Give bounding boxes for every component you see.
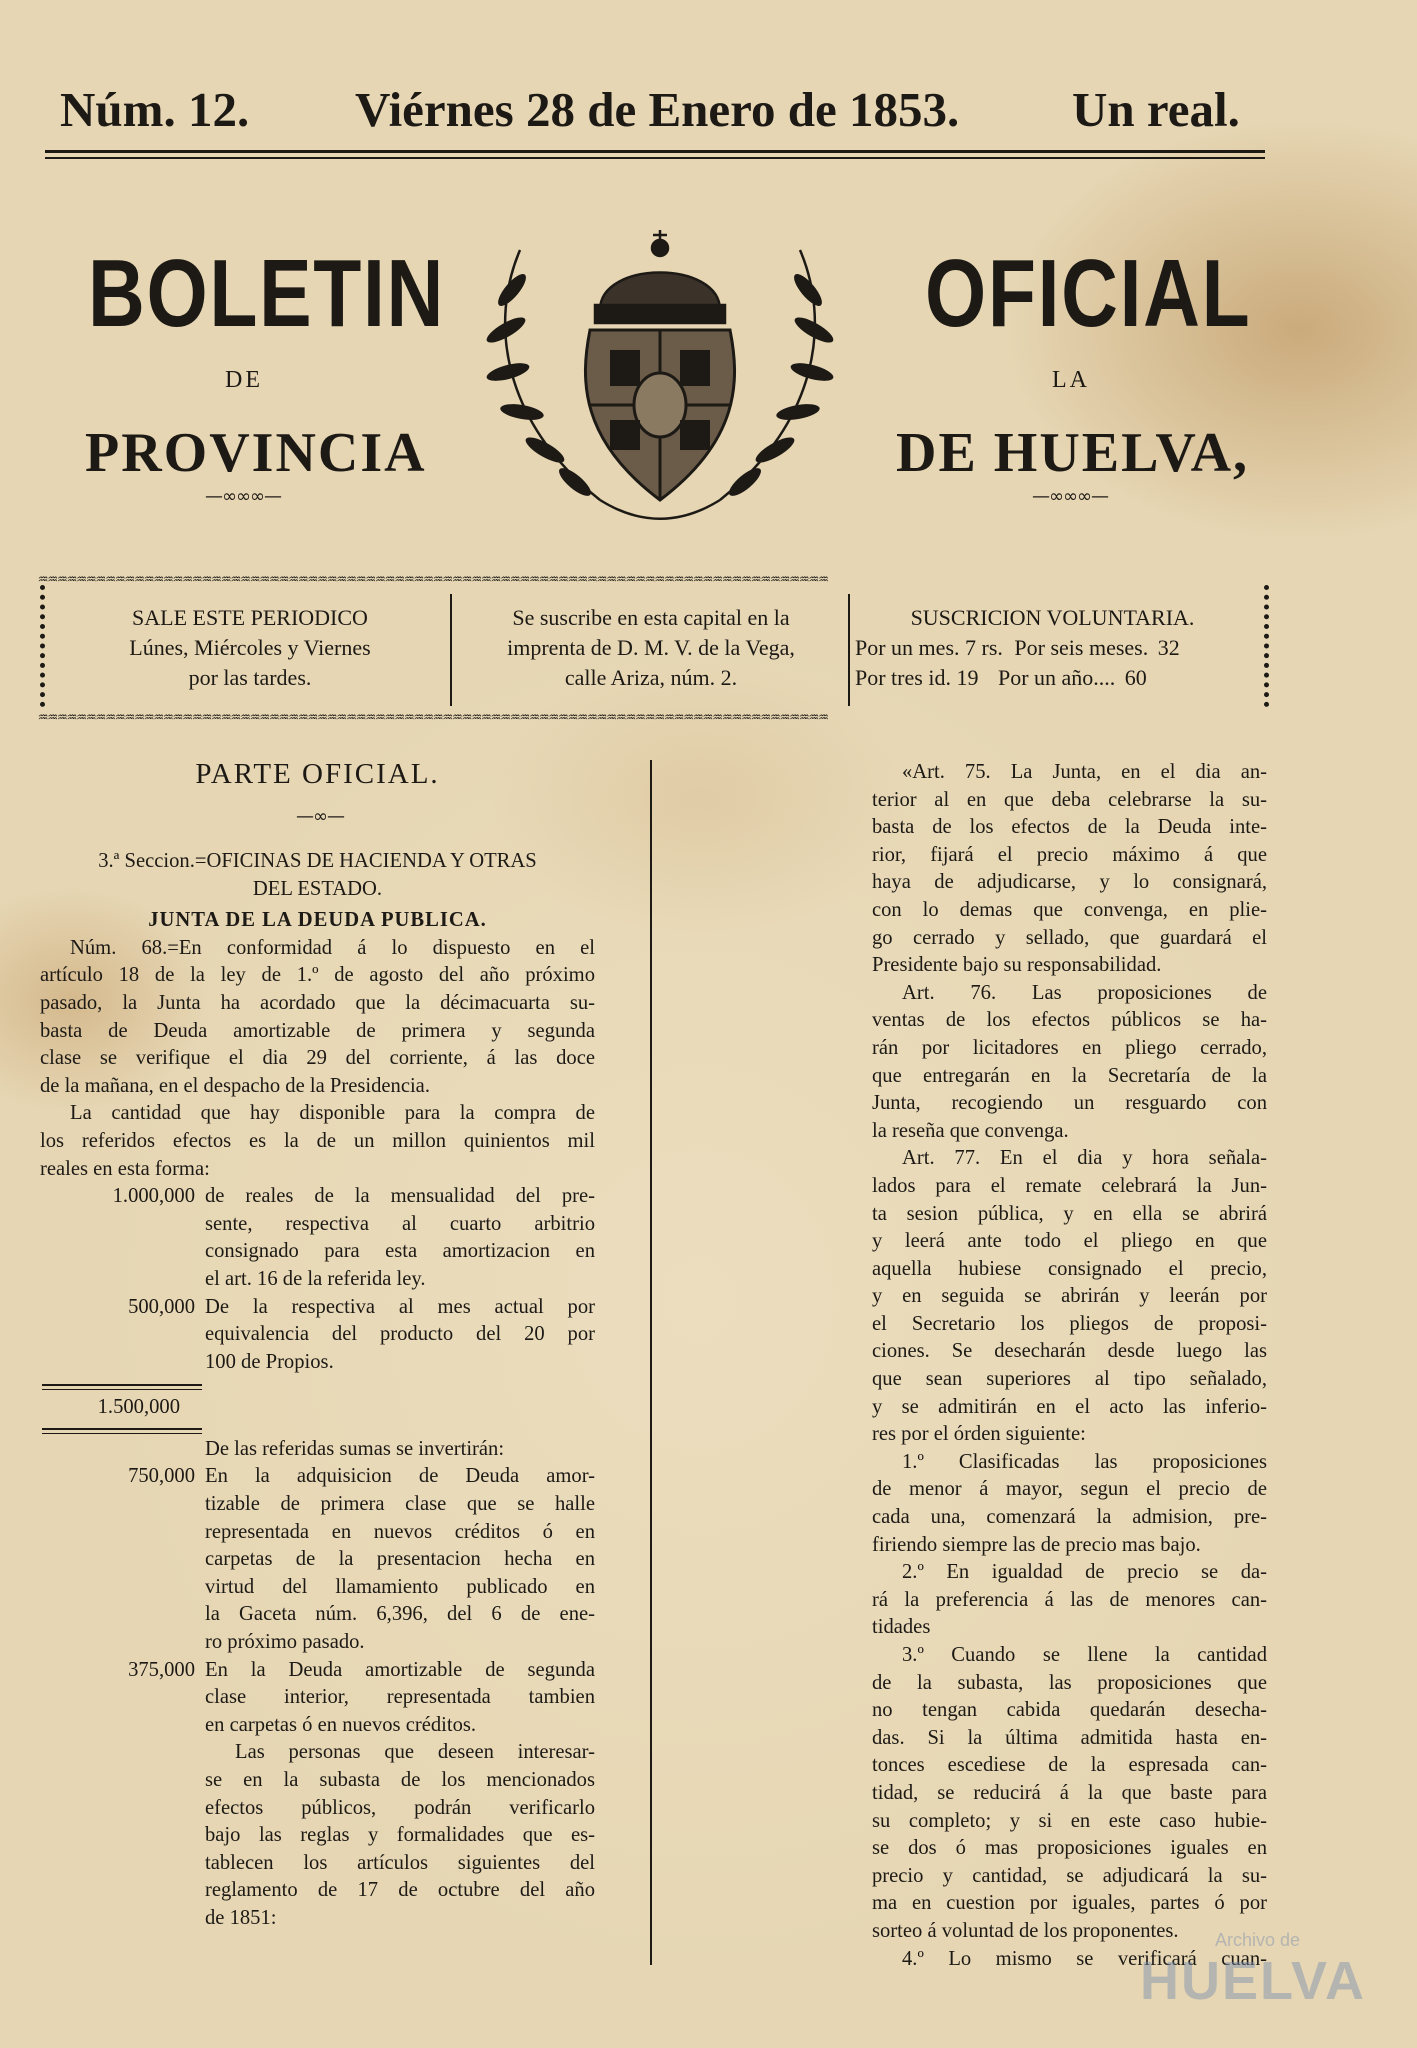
right-column-line: y leerá ante todo el pliego en que xyxy=(872,1230,1267,1253)
info-box-border-top: ♒♒♒♒♒♒♒♒♒♒♒♒♒♒♒♒♒♒♒♒♒♒♒♒♒♒♒♒♒♒♒♒♒♒♒♒♒♒♒♒♒♒♒♒♒♒♒♒♒♒♒♒♒♒♒♒♒♒♒♒♒♒♒♒♒♒♒♒♒♒♒♒♒♒♒♒♒♒♒♒♒♒ xyxy=(38,570,829,588)
masthead-de-huelva: DE HUELVA, xyxy=(896,422,1250,484)
amount-desc-line: equivalencia del producto del 20 por xyxy=(205,1323,595,1346)
amount-desc-line: consignado para esta amortizacion en xyxy=(205,1240,595,1263)
invest-intro: De las referidas sumas se invertirán: xyxy=(205,1437,505,1460)
amount-desc-line: de reales de la mensualidad del pre- xyxy=(205,1185,595,1208)
prices-row-2 xyxy=(855,663,1250,693)
masthead-provincia: PROVINCIA xyxy=(85,422,427,484)
masthead-oficial: OFICIAL xyxy=(925,240,1252,347)
masthead-boletin: BOLETIN xyxy=(88,240,445,347)
header-rule-thick xyxy=(45,150,1265,153)
amount-desc-line: En la adquisicion de Deuda amor- xyxy=(205,1465,595,1488)
right-column-line: Presidente bajo su responsabilidad. xyxy=(872,954,1162,977)
subscription-prices xyxy=(855,603,1250,693)
amount-desc-line: 100 de Propios. xyxy=(205,1350,334,1373)
right-column-line: ciones. Se desecharán desde luego las xyxy=(872,1340,1267,1363)
amount-desc-line: la Gaceta núm. 6,396, del 6 de ene- xyxy=(205,1603,595,1626)
closing-line: reglamento de 17 de octubre del año xyxy=(205,1879,595,1902)
masthead-la: LA xyxy=(1052,367,1090,393)
para1-line: clase se verifique el dia 29 del corriente, á las doce xyxy=(40,1047,595,1070)
info-box-border-bottom: ♒♒♒♒♒♒♒♒♒♒♒♒♒♒♒♒♒♒♒♒♒♒♒♒♒♒♒♒♒♒♒♒♒♒♒♒♒♒♒♒♒♒♒♒♒♒♒♒♒♒♒♒♒♒♒♒♒♒♒♒♒♒♒♒♒♒♒♒♒♒♒♒♒♒♒♒♒♒♒♒♒♒ xyxy=(38,708,829,726)
section-line-1: 3.ª Seccion.=OFICINAS DE HACIENDA Y OTRAS xyxy=(98,850,537,872)
info-box-border-left xyxy=(40,585,53,707)
right-column-line: de la subasta, las proposiciones que xyxy=(872,1671,1267,1694)
closing-line: de 1851: xyxy=(205,1906,277,1929)
right-column-line: firiendo siempre las de precio mas bajo. xyxy=(872,1533,1201,1556)
right-column-line: «Art. 75. La Junta, en el dia an- xyxy=(902,761,1267,783)
amount-value: 1.000,000 xyxy=(112,1185,195,1208)
right-column-line: basta de los efectos de la Deuda inte- xyxy=(872,816,1267,839)
schedule-line-2: Lúnes, Miércoles y Viernes xyxy=(129,635,371,660)
right-column-line: tonces escediese de la espresada can- xyxy=(872,1754,1267,1777)
closing-line: tablecen los artículos siguientes del xyxy=(205,1851,595,1874)
amount-desc-line: sente, respectiva al cuarto arbitrio xyxy=(205,1212,595,1235)
para1-line: pasado, la Junta ha acordado que la décimacuarta su- xyxy=(40,991,595,1014)
right-column-line: 3.º Cuando se llene la cantidad xyxy=(902,1644,1267,1666)
invest-intro-row xyxy=(40,1436,595,1464)
right-column-line: se dos ó mas proposiciones iguales en xyxy=(872,1837,1267,1860)
amount-desc-line: carpetas de la presentacion hecha en xyxy=(205,1548,595,1571)
closing-line: bajo las reglas y formalidades que es- xyxy=(205,1824,595,1847)
amount-value: 750,000 xyxy=(128,1465,195,1488)
issue-date: Viérnes 28 de Enero de 1853. xyxy=(355,82,960,137)
para2-line: los referidos efectos es la de un millon quinientos mil xyxy=(40,1129,595,1152)
price-label: Por tres id. xyxy=(855,665,951,690)
schedule-line-3: por las tardes. xyxy=(188,665,312,690)
right-column-text xyxy=(872,759,1267,1973)
price-label: Por un año.... xyxy=(997,665,1116,690)
flourish-right: —∞∞∞— xyxy=(1032,486,1108,507)
right-column-line: Art. 76. Las proposiciones de xyxy=(902,981,1267,1004)
right-column-line: 2.º En igualdad de precio se da- xyxy=(902,1561,1267,1584)
schedule-line-1: SALE ESTE PERIODICO xyxy=(132,605,368,630)
amount-entry xyxy=(40,1183,595,1293)
amount-desc-line: tizable de primera clase que se halle xyxy=(205,1493,595,1516)
total-value: 1.500,000 xyxy=(97,1396,180,1419)
sum-rule-bottom xyxy=(42,1428,202,1434)
info-divider-1 xyxy=(450,594,452,706)
right-column-line: rán por licitadores en pliego cerrado, xyxy=(872,1036,1267,1059)
amount-entry xyxy=(40,1463,595,1656)
amount-desc-line: representada en nuevos créditos ó en xyxy=(205,1520,595,1543)
left-column-text xyxy=(40,848,595,1933)
column-divider xyxy=(650,760,652,1965)
amount-entry xyxy=(40,1294,595,1377)
amount-desc-line: en carpetas ó en nuevos créditos. xyxy=(205,1713,477,1736)
amount-desc-line: De la respectiva al mes actual por xyxy=(205,1295,595,1318)
amount-desc-line: clase interior, representada tambien xyxy=(205,1686,595,1709)
right-column-line: ta sesion pública, y en ella se abrirá xyxy=(872,1202,1267,1225)
right-column-line: ma en cuestion por iguales, partes ó por xyxy=(872,1892,1267,1915)
parte-oficial-heading: PARTE OFICIAL. xyxy=(195,758,440,790)
location-line-3: calle Ariza, núm. 2. xyxy=(564,665,738,690)
header-rule-thin xyxy=(45,157,1265,159)
section-line-2: DEL ESTADO. xyxy=(252,877,383,900)
location-line-1: Se suscribe en esta capital en la xyxy=(512,605,790,630)
closing-line: se en la subasta de los mencionados xyxy=(205,1769,595,1791)
right-column-line: su completo; y si en este caso hubie- xyxy=(872,1809,1267,1832)
info-divider-2 xyxy=(848,594,850,706)
right-column-line: lados para el remate celebrará la Jun- xyxy=(872,1174,1267,1197)
right-column-line: res por el órden siguiente: xyxy=(872,1423,1086,1446)
right-column-line: el Secretario los pliegos de proposi- xyxy=(872,1312,1267,1335)
right-column-line: ventas de los efectos públicos se ha- xyxy=(872,1009,1267,1032)
right-column-line: aquella hubiese consignado el precio, xyxy=(872,1257,1267,1280)
right-column-line: Art. 77. En el dia y hora señala- xyxy=(902,1147,1267,1170)
prices-row-1 xyxy=(855,633,1250,663)
para1-line: basta de Deuda amortizable de primera y segunda xyxy=(40,1019,595,1042)
right-column-line: con lo demas que convenga, en plie- xyxy=(872,898,1267,921)
closing-line: efectos públicos, podrán verificarlo xyxy=(205,1796,595,1819)
right-column-line: que entregarán en la Secretaría de la xyxy=(872,1064,1267,1087)
para1-line: de la mañana, en el despacho de la Presidencia. xyxy=(40,1074,430,1097)
right-column-line: 4.º Lo mismo se verificará cuan- xyxy=(902,1947,1267,1970)
right-column-line: de menor á mayor, segun el precio de xyxy=(872,1478,1267,1501)
right-column-line: no tengan cabida quedarán desecha- xyxy=(872,1699,1267,1722)
price-value: 32 xyxy=(1157,635,1180,660)
archive-watermark-small: Archivo de xyxy=(1215,1930,1301,1950)
location-line-2: imprenta de D. M. V. de la Vega, xyxy=(507,635,795,660)
right-column-line: tidad, se reducirá á la que baste para xyxy=(872,1781,1267,1804)
para1-line: Núm. 68.=En conformidad á lo dispuesto en el xyxy=(70,936,595,959)
closing-line: Las personas que deseen interesar- xyxy=(235,1741,595,1764)
amount-value: 500,000 xyxy=(128,1295,195,1318)
price-label: Por seis meses. xyxy=(1014,635,1149,660)
flourish-left: —∞∞∞— xyxy=(205,486,281,507)
prices-title: SUSCRICION VOLUNTARIA. xyxy=(910,605,1195,630)
right-column-line: sorteo á voluntad de los proponentes. xyxy=(872,1919,1179,1942)
right-column-line: que sean superiores al tipo señalado, xyxy=(872,1368,1267,1391)
right-column-line: y se admitirán en el acto las inferio- xyxy=(872,1395,1267,1418)
coat-of-arms-icon xyxy=(450,200,870,540)
junta-heading: JUNTA DE LA DEUDA PUBLICA. xyxy=(148,909,487,932)
right-column-line: go cerrado y sellado, que guardará el xyxy=(872,926,1267,949)
amount-entry xyxy=(40,1657,595,1740)
right-column-line: Junta, recogiendo un resguardo con xyxy=(872,1092,1267,1115)
publication-schedule xyxy=(55,603,445,693)
price-value: 19 xyxy=(956,665,979,690)
amount-desc-line: el art. 16 de la referida ley. xyxy=(205,1267,426,1290)
para2-line: reales en esta forma: xyxy=(40,1157,210,1180)
right-column-line: tidades xyxy=(872,1616,931,1639)
right-column-line: haya de adjudicarse, y lo consignará, xyxy=(872,871,1267,894)
right-column-line: la reseña que convenga. xyxy=(872,1119,1069,1142)
para1-line: artículo 18 de la ley de 1.º de agosto del año próximo xyxy=(40,964,595,987)
archive-watermark-large: HUELVA xyxy=(1140,1951,1366,2011)
right-column-line: y en seguida se abrirán y leerán por xyxy=(872,1285,1267,1308)
amount-desc-line: En la Deuda amortizable de segunda xyxy=(205,1658,595,1681)
issue-price: Un real. xyxy=(1072,82,1240,137)
heading-flourish: —∞— xyxy=(296,806,344,827)
amount-desc-line: ro próximo pasado. xyxy=(205,1631,365,1654)
amount-desc-line: virtud del llamamiento publicado en xyxy=(205,1575,595,1598)
total-row xyxy=(40,1394,595,1422)
price-value: 7 rs. xyxy=(965,635,1003,660)
right-column-line: terior al en que deba celebrarse la su- xyxy=(872,788,1267,811)
price-value: 60 xyxy=(1124,665,1147,690)
amount-value: 375,000 xyxy=(128,1658,195,1681)
right-column-line: rá la preferencia á las de menores can- xyxy=(872,1588,1267,1611)
issue-number: Núm. 12. xyxy=(60,82,250,137)
subscription-location xyxy=(456,603,846,693)
sum-rule-top xyxy=(42,1384,202,1390)
info-box-border-right xyxy=(1256,585,1269,707)
right-column-line: das. Si la última admitida hasta en- xyxy=(872,1726,1267,1749)
right-column-line: 1.º Clasificadas las proposiciones xyxy=(902,1450,1267,1473)
right-column-line: rior, fijará el precio máximo á que xyxy=(872,843,1267,866)
price-label: Por un mes. xyxy=(855,635,960,660)
closing-paragraph xyxy=(40,1739,595,1932)
para2-line: La cantidad que hay disponible para la compra de xyxy=(70,1102,595,1125)
masthead-de: DE xyxy=(225,367,263,393)
right-column-line: precio y cantidad, se adjudicará la su- xyxy=(872,1864,1267,1887)
right-column-line: cada una, comenzará la admision, pre- xyxy=(872,1506,1267,1529)
